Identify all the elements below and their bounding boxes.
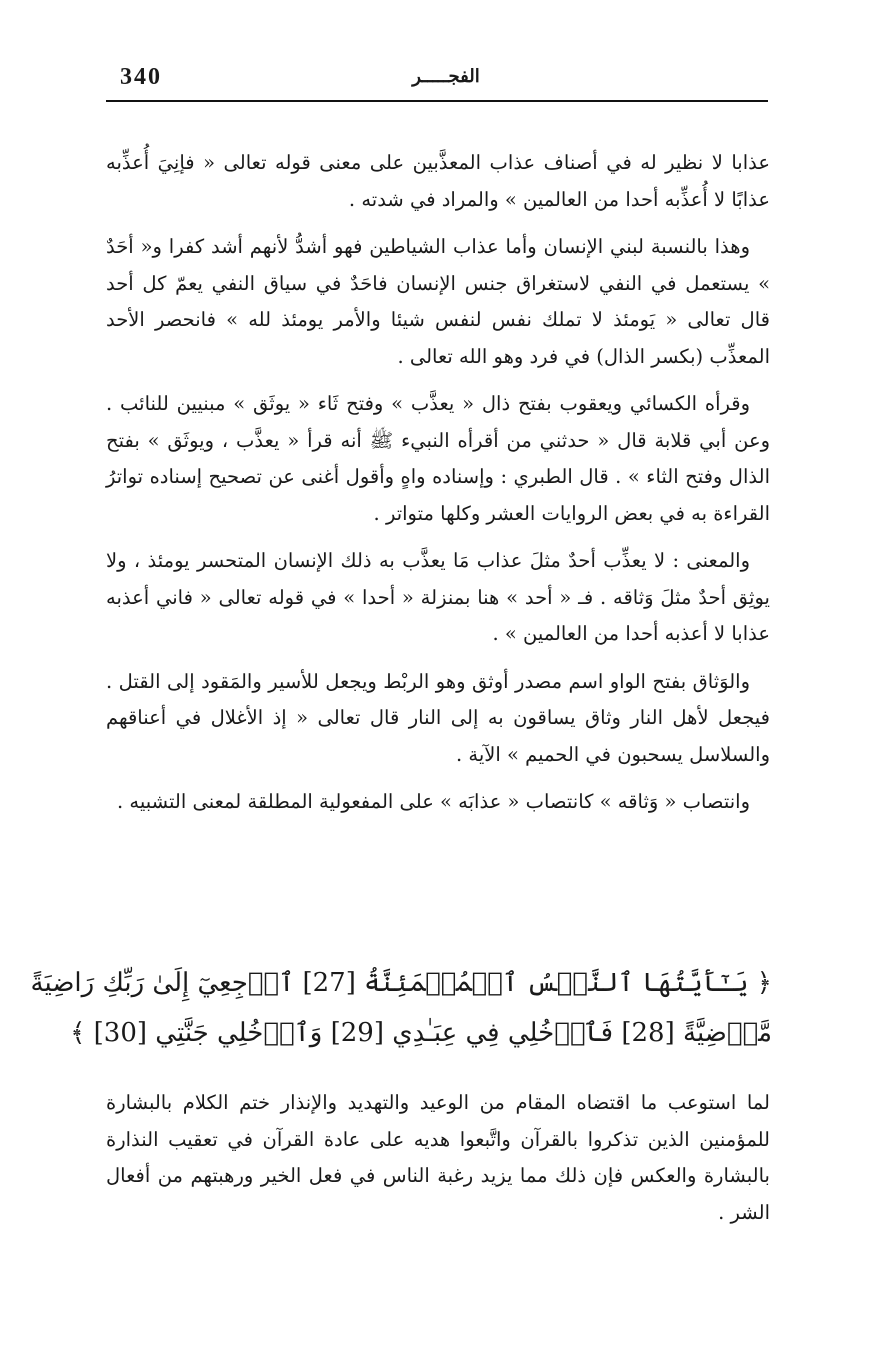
quran-verse: [30, 958, 772, 1058]
commentary-paragraph-1: لما استوعب ما اقتضاه المقام من الوعيد والتهديد والإنذار ختم الكلام بالبشارة للمؤمنين الذين تذكروا بالقرآن واتَّبعوا هديه على عادة القرآن في تعقيب النذارة بالبشارة والعكس فإن ذلك مما يزيد رغبة الناس في فعل الخير ورهبتهم من أفعال الشر .: [106, 1091, 770, 1224]
paragraph-3: وقرأه الكسائي ويعقوب بفتح ذال « يعذَّب » وفتح ثَاء « يوثَق » مبنيين للنائب . وعن أبي قلابة قال « حدثني من أقرأه النبيء ﷺ أنه قرأ « يعذَّب ، ويوثَق » بفتح الذال وفتح الثاء » . قال الطبري : وإسناده واهٍ وأقول أغنى عن تصحيح إسناده تواترُ القراءة به في بعض الروايات العشر وكلها متواتر .: [106, 392, 770, 525]
header-rule: [106, 100, 768, 102]
paragraph-2: وهذا بالنسبة لبني الإنسان وأما عذاب الشياطين فهو أشدُّ لأنهم أشد كفرا و« أحَدٌ » يستعمل في النفي لاستغراق جنس الإنسان فاحَدٌ في سياق النفي يعمّ كل أحد قال تعالى « يَومئذ لا تملك نفس لنفس شيئا والأمر يومئذ لله » فانحصر الأحد المعذِّب (بكسر الذال) في فرد وهو الله تعالى .: [106, 235, 770, 368]
page-header: [106, 60, 768, 104]
verse-commentary: [106, 1085, 770, 1242]
running-title: الفجـــــر: [412, 66, 480, 87]
paragraph-4: والمعنى : لا يعذِّب أحدٌ مثلَ عذاب مَا يعذَّب به ذلك الإنسان المتحسر يومئذ ، ولا يوثِق أحدٌ مثلَ وَثاقه . فـ « أحد » هنا بمنزلة « أحدا » في قوله تعالى « فاني أعذبه عذابا لا أعذبه أحدا من العالمين » .: [106, 549, 770, 645]
paragraph-6: وانتصاب « وَثاقه » كانتصاب « عذابَه » على المفعولية المطلقة لمعنى التشبيه .: [117, 790, 750, 813]
verse-line-2: مَّرۡضِيَّةً [28] فَٱدۡخُلِي فِي عِبَـٰدِي [29] وَٱدۡخُلِي جَنَّتِي [30] ﴾: [70, 1018, 772, 1048]
body-text: [106, 145, 770, 832]
paragraph-1: عذابا لا نظير له في أصناف عذاب المعذَّبين على معنى قوله تعالى « فإنِيَ أُعذِّبه عذابًا لا أُعذِّبه أحدا من العالمين » والمراد في شدته .: [106, 151, 770, 211]
paragraph-5: والوَثاق بفتح الواو اسم مصدر أوثق وهو الربْط ويجعل للأسير والمَقود إلى القتل . فيجعل لأهل النار وثاق يساقون به إلى النار قال تعالى « إذ الأغلال في أعناقهم والسلاسل يسحبون في الحميم » الآية .: [106, 669, 770, 766]
verse-line-1: ﴿ يَـٰٓأَيَّتُهَا ٱلنَّفۡسُ ٱلۡمُطۡمَئِنَّةُ [27] ٱرۡجِعِيٓ إِلَىٰ رَبِّكِ رَاضِيَةً: [30, 968, 772, 998]
page-number: 340: [120, 64, 162, 90]
